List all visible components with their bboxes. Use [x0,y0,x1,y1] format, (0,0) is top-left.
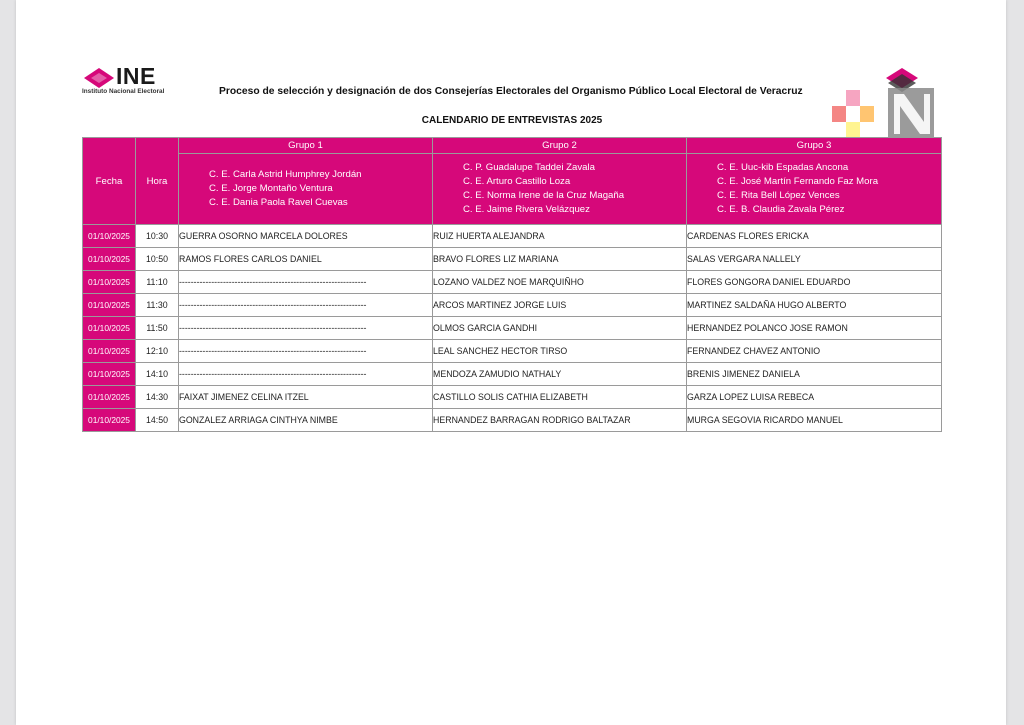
group-1-members [179,154,433,225]
cell-fecha: 01/10/2025 [83,340,136,363]
ine-logo-subtitle: Instituto Nacional Electoral [82,88,165,95]
header-grupo-2: Grupo 2 [433,138,687,154]
cell-grupo-3: MARTINEZ SALDAÑA HUGO ALBERTO [687,294,942,317]
cell-hora: 14:10 [136,363,179,386]
cell-grupo-1: ---------------------------------------------------------------- [179,363,433,386]
table-row [83,271,942,294]
cell-fecha: 01/10/2025 [83,386,136,409]
cell-grupo-3: FERNANDEZ CHAVEZ ANTONIO [687,340,942,363]
group-2-members [433,154,687,225]
cell-grupo-1: FAIXAT JIMENEZ CELINA ITZEL [179,386,433,409]
cell-grupo-2: LOZANO VALDEZ NOE MARQUIÑHO [433,271,687,294]
group-member: C. E. José Martín Fernando Faz Mora [717,176,879,187]
cell-grupo-3: GARZA LOPEZ LUISA REBECA [687,386,942,409]
calendar-title: CALENDARIO DE ENTREVISTAS 2025 [421,115,603,126]
group-member: C. E. Rita Bell López Vences [717,190,840,201]
cell-grupo-1: ---------------------------------------------------------------- [179,271,433,294]
table-members-row [83,154,942,225]
group-member: C. E. Norma Irene de la Cruz Magaña [463,190,625,201]
cell-grupo-1: ---------------------------------------------------------------- [179,317,433,340]
cell-fecha: 01/10/2025 [83,363,136,386]
cell-fecha: 01/10/2025 [83,317,136,340]
cell-grupo-3: FLORES GONGORA DANIEL EDUARDO [687,271,942,294]
cell-fecha: 01/10/2025 [83,294,136,317]
cell-grupo-2: CASTILLO SOLIS CATHIA ELIZABETH [433,386,687,409]
cell-hora: 14:30 [136,386,179,409]
cell-grupo-3: BRENIS JIMENEZ DANIELA [687,363,942,386]
table-row [83,340,942,363]
cell-grupo-3: HERNANDEZ POLANCO JOSE RAMON [687,317,942,340]
cell-grupo-3: CARDENAS FLORES ERICKA [687,225,942,248]
schedule-body [83,225,942,432]
cell-grupo-3: MURGA SEGOVIA RICARDO MANUEL [687,409,942,432]
header-grupo-1: Grupo 1 [179,138,433,154]
group-member: C. E. Arturo Castillo Loza [463,176,571,187]
table-row [83,363,942,386]
cell-hora: 10:50 [136,248,179,271]
cell-fecha: 01/10/2025 [83,225,136,248]
cell-hora: 12:10 [136,340,179,363]
ine-logo-word: INE [116,63,156,89]
cell-grupo-1: RAMOS FLORES CARLOS DANIEL [179,248,433,271]
header-hora: Hora [136,138,179,225]
cell-hora: 11:10 [136,271,179,294]
interview-schedule-table [82,137,942,432]
cell-grupo-2: RUIZ HUERTA ALEJANDRA [433,225,687,248]
cell-grupo-2: BRAVO FLORES LIZ MARIANA [433,248,687,271]
table-row [83,294,942,317]
group-3-members [687,154,942,225]
cell-grupo-1: GUERRA OSORNO MARCELA DOLORES [179,225,433,248]
cell-hora: 10:30 [136,225,179,248]
document-title: Proceso de selección y designación de dos Consejerías Electorales del Organismo Público Local Electoral de Veracruz [219,86,803,97]
group-member: C. E. Jaime Rivera Velázquez [463,204,590,215]
table-row [83,317,942,340]
cell-grupo-3: SALAS VERGARA NALLELY [687,248,942,271]
cell-grupo-2: HERNANDEZ BARRAGAN RODRIGO BALTAZAR [433,409,687,432]
ine-logo [82,64,194,98]
cell-fecha: 01/10/2025 [83,248,136,271]
cell-grupo-2: OLMOS GARCIA GANDHI [433,317,687,340]
cell-fecha: 01/10/2025 [83,271,136,294]
cell-grupo-1: ---------------------------------------------------------------- [179,294,433,317]
header-grupo-3: Grupo 3 [687,138,942,154]
cell-grupo-1: ---------------------------------------------------------------- [179,340,433,363]
group-member: C. E. Carla Astrid Humphrey Jordán [209,169,362,180]
watermark-logo-icon [832,64,936,140]
cell-hora: 14:50 [136,409,179,432]
cell-fecha: 01/10/2025 [83,409,136,432]
group-member: C. E. Dania Paola Ravel Cuevas [209,197,348,208]
ine-ballot-icon [84,68,114,88]
cell-grupo-2: LEAL SANCHEZ HECTOR TIRSO [433,340,687,363]
table-row [83,248,942,271]
cell-grupo-2: MENDOZA ZAMUDIO NATHALY [433,363,687,386]
table-row [83,225,942,248]
cell-grupo-1: GONZALEZ ARRIAGA CINTHYA NIMBE [179,409,433,432]
group-member: C. E. Jorge Montaño Ventura [209,183,333,194]
header-fecha: Fecha [83,138,136,225]
table-header-row [83,138,942,154]
table-row [83,409,942,432]
cell-hora: 11:30 [136,294,179,317]
group-member: C. E. Uuc-kib Espadas Ancona [717,162,849,173]
group-member: C. P. Guadalupe Taddei Zavala [463,162,595,173]
cell-grupo-2: ARCOS MARTINEZ JORGE LUIS [433,294,687,317]
table-row [83,386,942,409]
cell-hora: 11:50 [136,317,179,340]
group-member: C. E. B. Claudia Zavala Pérez [717,204,845,215]
